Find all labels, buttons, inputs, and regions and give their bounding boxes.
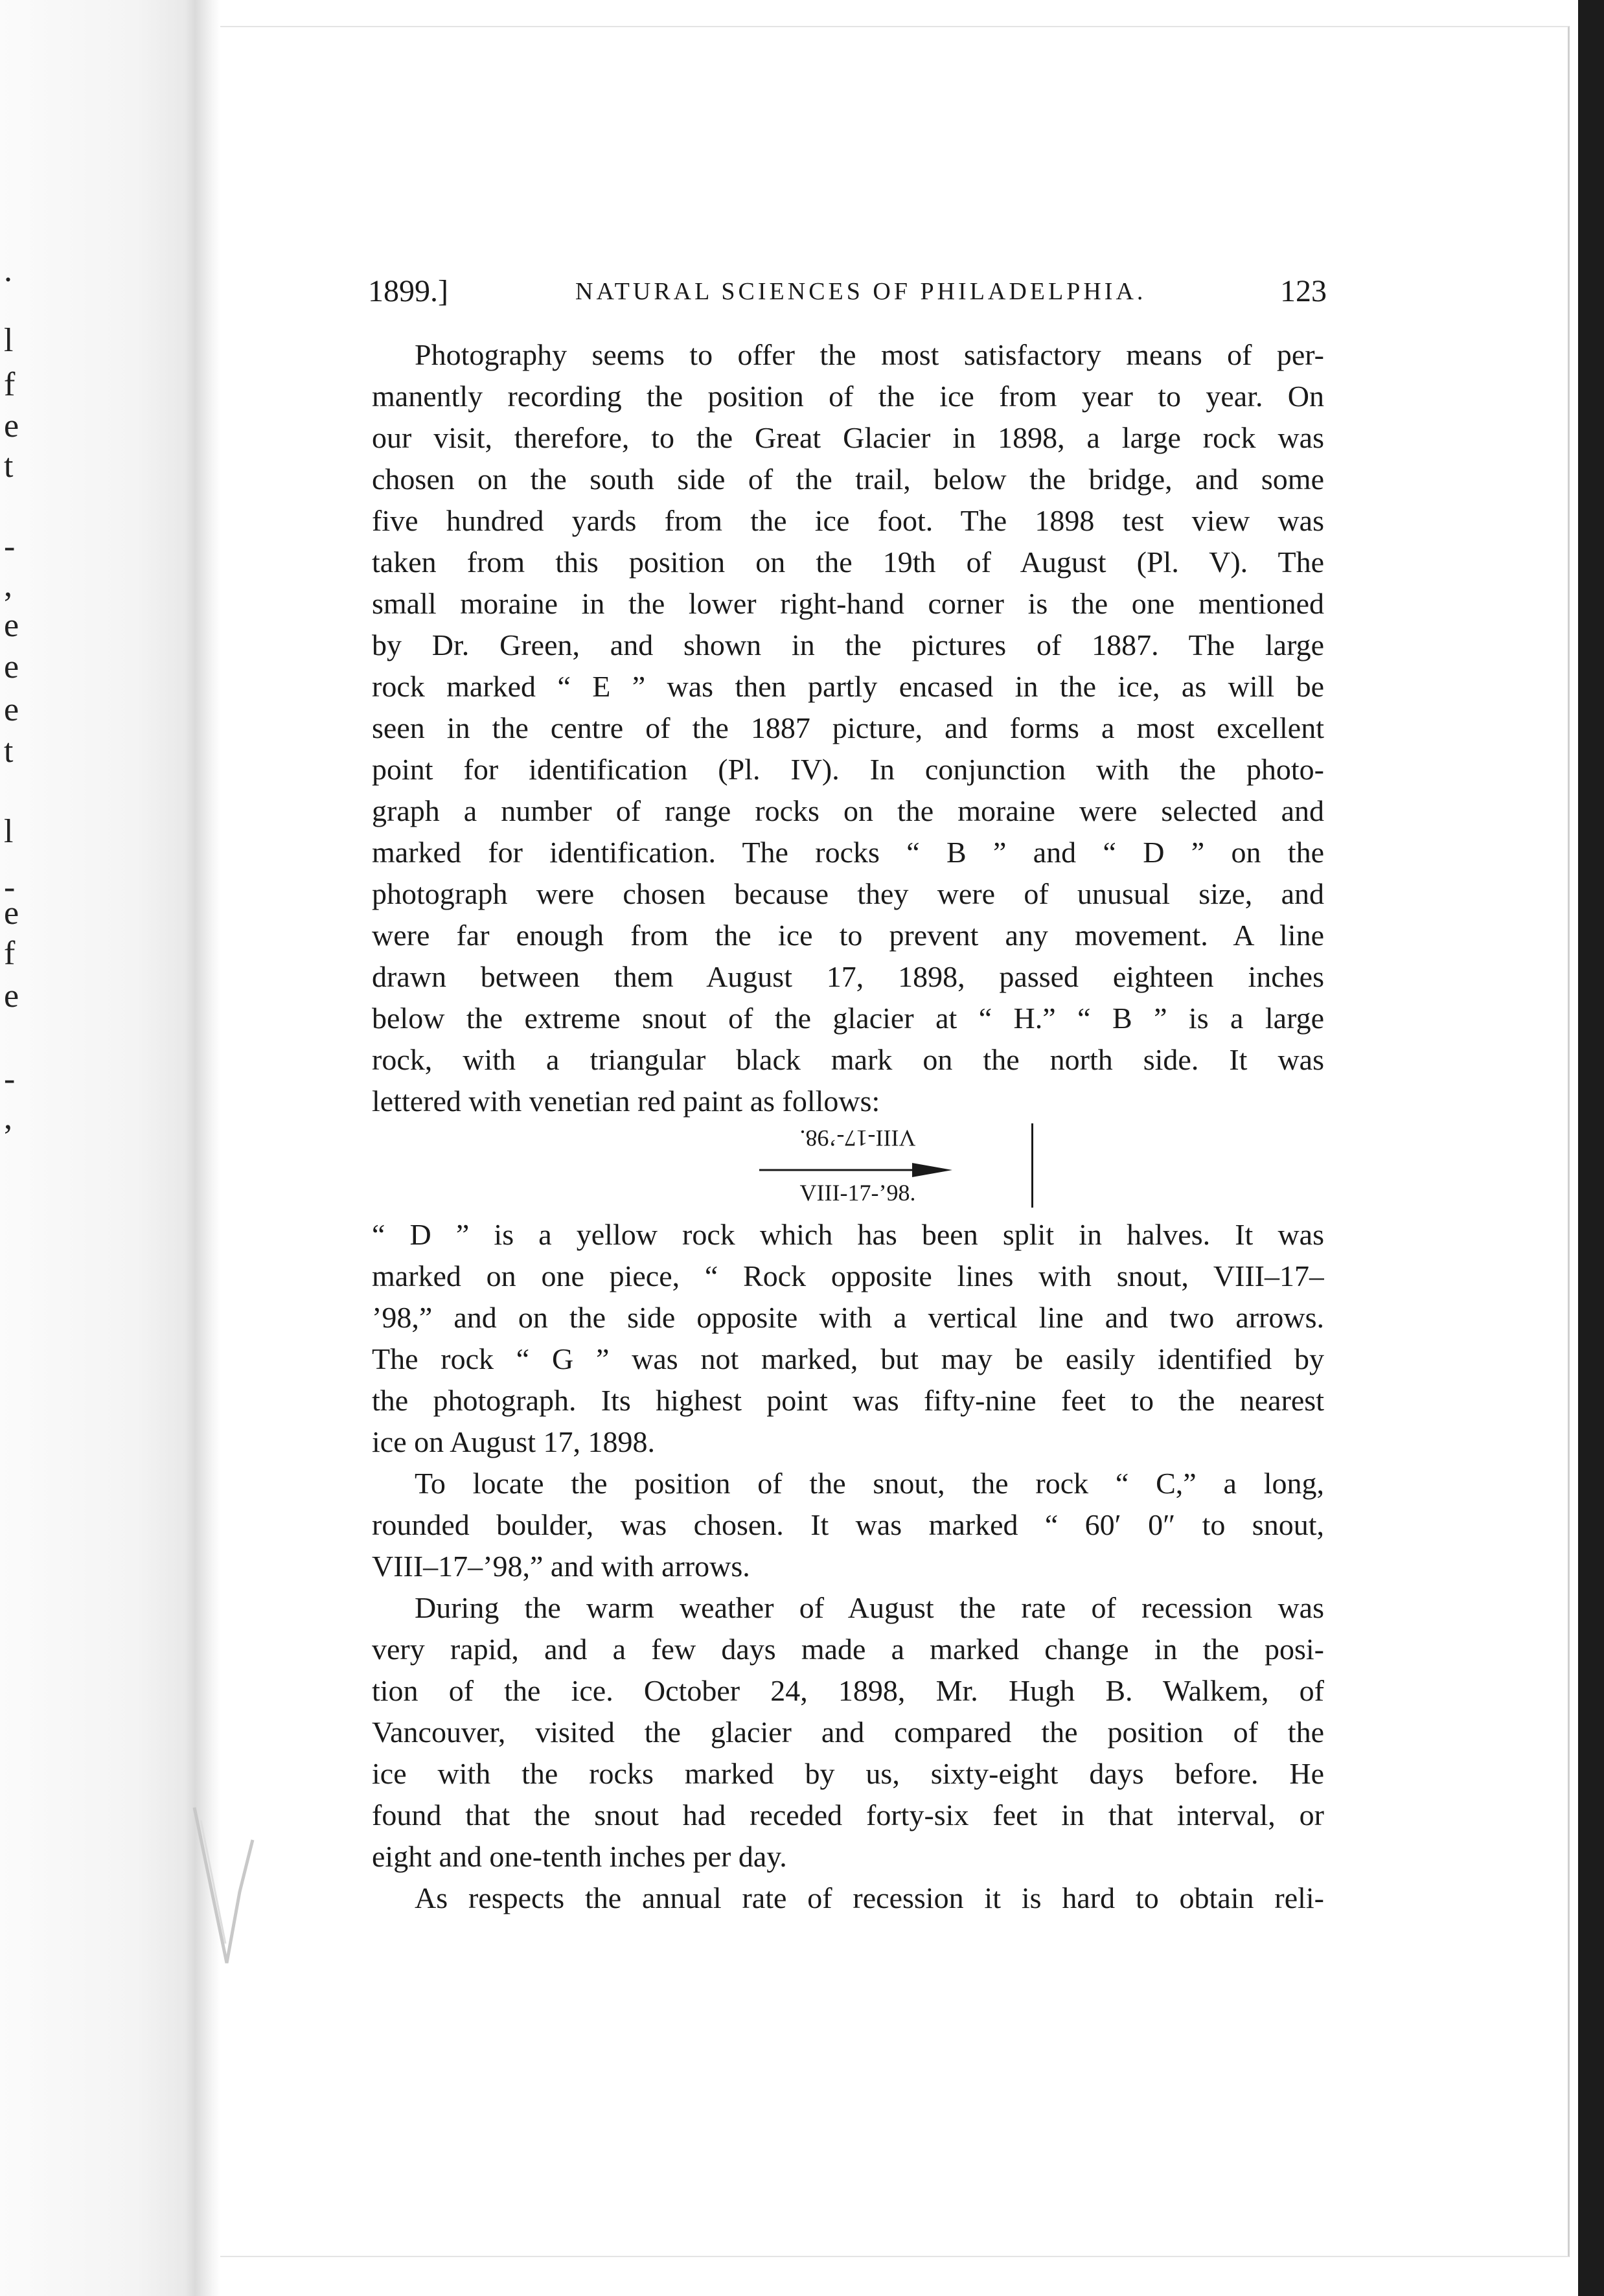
text-line: the photograph. Its highest point was fifty-nine feet to the nearest	[372, 1384, 1324, 1417]
text-line: VIII–17–’98,” and with arrows.	[372, 1550, 750, 1583]
facing-page-char: t	[4, 448, 14, 485]
facing-page-char: f	[4, 935, 16, 972]
facing-page-char: e	[4, 649, 19, 685]
text-line: taken from this position on the 19th of August (Pl. V). The	[372, 545, 1324, 579]
body-text	[372, 334, 1324, 1919]
text-line: ice with the rocks marked by us, sixty-eight days before. He	[372, 1757, 1324, 1790]
text-line: rounded boulder, was chosen. It was marked “ 60′ 0″ to snout,	[372, 1508, 1324, 1541]
text-line: rock, with a triangular black mark on the north side. It was	[372, 1043, 1324, 1076]
text-line: lettered with venetian red paint as follows:	[372, 1085, 880, 1118]
running-head-year: 1899.]	[368, 274, 448, 308]
text-line: seen in the centre of the 1887 picture, and forms a most excellent	[372, 711, 1324, 744]
text-line: chosen on the south side of the trail, below the bridge, and some	[372, 463, 1324, 496]
facing-page-char: e	[4, 691, 19, 728]
text-line: Vancouver, visited the glacier and compared the position of the	[372, 1716, 1324, 1749]
facing-page-strip	[0, 0, 194, 2296]
text-line: photograph were chosen because they were of unusual size, and	[372, 877, 1324, 910]
arrow-icon	[759, 1162, 954, 1178]
text-line: As respects the annual rate of recession it is hard to obtain reli-	[415, 1881, 1324, 1914]
text-line: ’98,” and on the side opposite with a vertical line and two arrows.	[372, 1301, 1324, 1334]
facing-page-char: e	[4, 607, 19, 644]
text-line: To locate the position of the snout, the rock “ C,” a long,	[415, 1467, 1324, 1500]
facing-page-char: .	[4, 252, 12, 289]
rock-lettering-figure	[372, 1123, 1324, 1211]
text-line: During the warm weather of August the rate of recession was	[415, 1591, 1324, 1624]
painted-vertical-line	[1031, 1123, 1033, 1208]
text-line: rock marked “ E ” was then partly encased in the ice, as will be	[372, 670, 1324, 703]
facing-page-char: f	[4, 366, 16, 403]
facing-page-char: e	[4, 978, 19, 1015]
text-line: eight and one-tenth inches per day.	[372, 1840, 787, 1873]
text-line: Photography seems to offer the most satisfactory means of per-	[415, 338, 1324, 371]
facing-page-char: t	[4, 733, 14, 770]
scan-edge	[1578, 0, 1604, 2296]
facing-page-char: -	[4, 528, 16, 565]
text-line: “ D ” is a yellow rock which has been split in halves. It was	[372, 1218, 1324, 1251]
text-line: point for identification (Pl. IV). In conjunction with the photo-	[372, 753, 1324, 786]
text-line: graph a number of range rocks on the moraine were selected and	[372, 794, 1324, 827]
facing-page-char: l	[4, 322, 14, 359]
running-head	[368, 273, 1327, 325]
page-number: 123	[1280, 274, 1327, 308]
text-line: by Dr. Green, and shown in the pictures of 1887. The large	[372, 628, 1324, 661]
text-line: were far enough from the ice to prevent any movement. A line	[372, 919, 1324, 952]
text-line: ice on August 17, 1898.	[372, 1425, 655, 1458]
upright-lettering: VIII-17-’98.	[799, 1180, 916, 1206]
facing-page-text	[0, 0, 26, 2296]
text-line: manently recording the position of the ice from year to year. On	[372, 380, 1324, 413]
facing-page-char: ,	[4, 1099, 12, 1136]
text-line: drawn between them August 17, 1898, passed eighteen inches	[372, 960, 1324, 993]
text-line: marked for identification. The rocks “ B ” and “ D ” on the	[372, 836, 1324, 869]
facing-page-char: -	[4, 869, 16, 906]
running-head-title: NATURAL SCIENCES OF PHILADELPHIA.	[575, 278, 1147, 305]
facing-page-char: -	[4, 1061, 16, 1097]
text-line: small moraine in the lower right-hand corner is the one mentioned	[372, 587, 1324, 620]
text-line: tion of the ice. October 24, 1898, Mr. Hugh B. Walkem, of	[372, 1674, 1324, 1707]
page-fold-mark	[188, 1801, 259, 1969]
facing-page-char: e	[4, 895, 19, 932]
text-line: our visit, therefore, to the Great Glacier in 1898, a large rock was	[372, 421, 1324, 454]
text-line: The rock “ G ” was not marked, but may be easily identified by	[372, 1342, 1324, 1375]
facing-page-char: l	[4, 813, 14, 850]
facing-page-char: ,	[4, 567, 12, 604]
text-line: five hundred yards from the ice foot. The 1898 test view was	[372, 504, 1324, 537]
text-line: found that the snout had receded forty-six feet in that interval, or	[372, 1798, 1324, 1831]
facing-page-char: e	[4, 408, 19, 444]
text-line: marked on one piece, “ Rock opposite lines with snout, VIII–17–	[372, 1259, 1324, 1292]
text-line: below the extreme snout of the glacier at “ H.” “ B ” is a large	[372, 1002, 1324, 1035]
mirrored-lettering: VIII-17-’98.	[799, 1125, 916, 1151]
text-line: very rapid, and a few days made a marked change in the posi-	[372, 1633, 1324, 1666]
